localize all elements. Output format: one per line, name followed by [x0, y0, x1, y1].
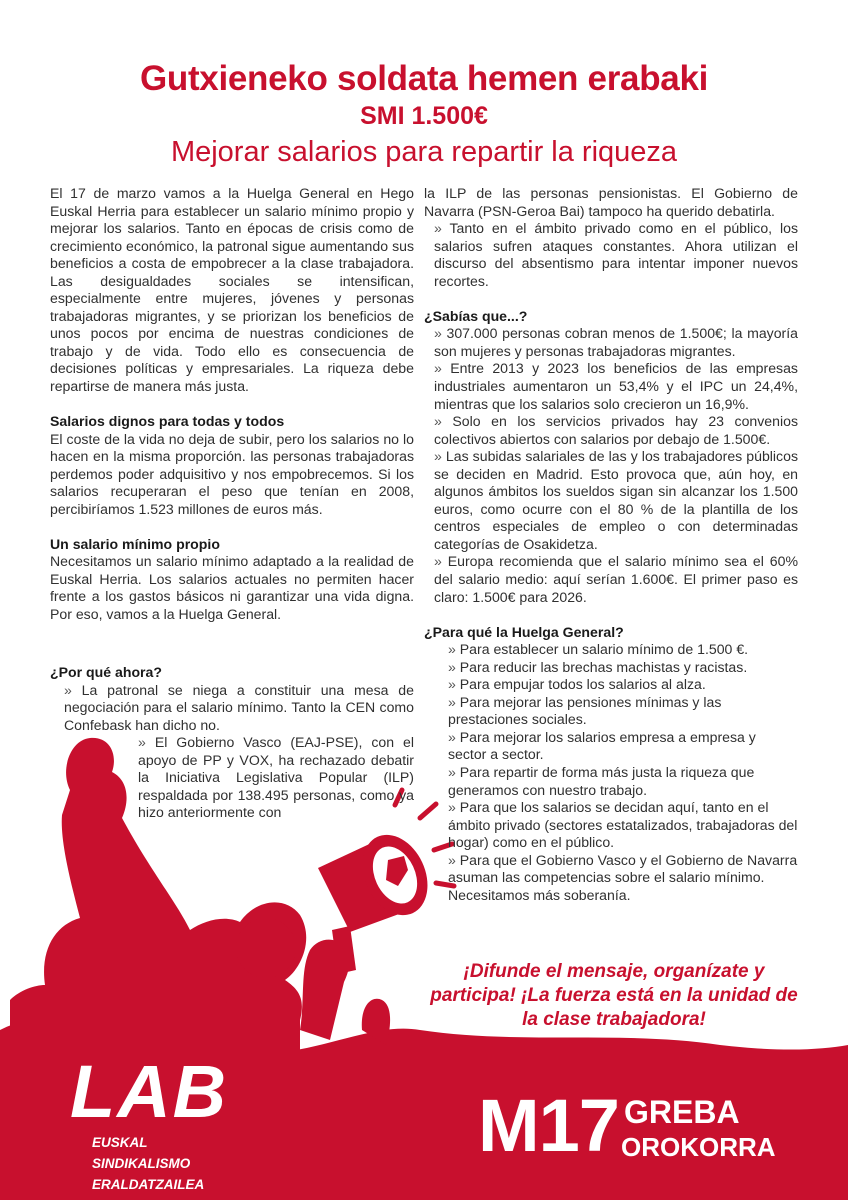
bullet-item: » Para que los salarios se decidan aquí, tanto en el ámbito privado (sectores estatalizados, trabajadoras del hogar) como en el público. [424, 799, 798, 852]
intro-paragraph: El 17 de marzo vamos a la Huelga General en Hego Euskal Herria para establecer un salario mínimo propio y mejorar los salarios. Tanto en épocas de crisis como de crecimiento económico, la patronal sigue aumentando sus beneficios a costa de empobrecer a la clase trabajadora. Las desigualdades sociales se intensifican, especialmente entre mujeres, jóvenes y personas trabajadoras migrantes, y se priorizan los beneficios de unos pocos por encima de nuestras condiciones de trabajo y de vida. Todo ello es consecuencia de decisiones políticas y empresariales. La riqueza debe repartirse de manera más justa. [50, 185, 414, 395]
orokorra-label: OROKORRA [621, 1132, 776, 1162]
bullet-item: » Para que el Gobierno Vasco y el Gobierno de Navarra asuman las competencias sobre el salario mínimo. Necesitamos más soberanía. [424, 852, 798, 905]
greba-label: GREBA [624, 1094, 740, 1130]
bullet-item: » Tanto en el ámbito privado como en el público, los salarios sufren ataques constantes. Ahora utilizan el discurso del absentismo para intentar imponer nuevos recortes. [424, 220, 798, 290]
section-heading: ¿Por qué ahora? [50, 664, 162, 680]
m17-label: M17 [478, 1084, 619, 1167]
bullet-item: » Europa recomienda que el salario mínimo sea el 60% del salario medio: aquí serían 1.600€. El primer paso es claro: 1.500€ para 2026. [424, 553, 798, 606]
smi-title: SMI 1.500€ [360, 102, 488, 130]
section-heading: Un salario mínimo propio [50, 535, 220, 552]
why-now-section [50, 664, 414, 822]
bullet-item: » Para repartir de forma más justa la riqueza que generamos con nuestro trabajo. [424, 764, 798, 799]
section-heading: ¿Sabías que...? [424, 307, 528, 324]
right-column [424, 185, 798, 904]
header [0, 58, 848, 171]
bullet-item: » El Gobierno Vasco (EAJ-PSE), con el apoyo de PP y VOX, ha rechazado debatir la Iniciativa Legislativa Popular (ILP) respaldada por 138.495 personas, como ya hizo anteriormente con [50, 734, 414, 822]
page-title: Gutxieneko soldata hemen erabaki [139, 59, 709, 98]
section-text: Necesitamos un salario mínimo adaptado a la realidad de Euskal Herria. Los salarios actuales no permiten hacer frente a los gastos básicos ni garantizar una vida digna. Por eso, vamos a la Huelga General. [50, 553, 414, 623]
bullet-item: » Para empujar todos los salarios al alza. [424, 676, 798, 694]
lab-logo [70, 1050, 229, 1192]
bullet-item: » Las subidas salariales de las y los trabajadores públicos se deciden en Madrid. Esto provoca que, aún hoy, en algunos ámbitos los sueldos sigan sin alcanzar los 1.500 euros, como ocurre con el 80 % de la plantilla de los centros especiales de empleo o con determinadas categorías de Osakidetza. [424, 448, 798, 553]
left-column [50, 185, 414, 624]
bullet-item: » Para mejorar los salarios empresa a empresa y sector a sector. [424, 729, 798, 764]
bullet-item: » Para reducir las brechas machistas y racistas. [424, 659, 798, 677]
bullet-item: » La patronal se niega a constituir una mesa de negociación para el salario mínimo. Tanto la CEN como Confebask han dicho no. [50, 682, 414, 735]
lab-tagline-1: EUSKAL [92, 1135, 148, 1150]
call-to-action: ¡Difunde el mensaje, organízate y participa! ¡La fuerza está en la unidad de la clase trabajadora! [430, 961, 798, 1030]
lab-tagline-3: ERALDATZAILEA [92, 1177, 205, 1192]
bullet-item: » 307.000 personas cobran menos de 1.500€; la mayoría son mujeres y personas trabajadoras migrantes. [424, 325, 798, 360]
section-text: El coste de la vida no deja de subir, pero los salarios no lo hacen en la misma proporción. las personas trabajadoras perdemos poder adquisitivo y nos empobrecemos. Si los salarios recuperaran el peso que tenían en 2008, percibiríamos 1.523 millones de euros más. [50, 430, 414, 517]
bullet-item: » Entre 2013 y 2023 los beneficios de las empresas industriales aumentaron un 53,4% y el IPC un 24,4%, mientras que los salarios solo crecieron un 16,9%. [424, 360, 798, 413]
lab-logo-text: LAB [70, 1050, 229, 1133]
continued-text: la ILP de las personas pensionistas. El Gobierno de Navarra (PSN-Geroa Bai) tampoco ha querido debatirla. [424, 185, 798, 219]
section-heading: ¿Para qué la Huelga General? [424, 623, 624, 640]
crowd-head [236, 918, 296, 978]
lab-tagline-2: SINDIKALISMO [92, 1156, 191, 1171]
bullet-item: » Solo en los servicios privados hay 23 convenios colectivos abiertos con salarios por debajo de 1.500€. [424, 413, 798, 448]
bullet-item: » Para mejorar las pensiones mínimas y las prestaciones sociales. [424, 694, 798, 729]
bullet-item: » Para establecer un salario mínimo de 1.500 €. [424, 641, 798, 659]
page-subtitle: Mejorar salarios para repartir la riqueza [170, 136, 678, 168]
section-heading: Salarios dignos para todas y todos [50, 413, 285, 430]
